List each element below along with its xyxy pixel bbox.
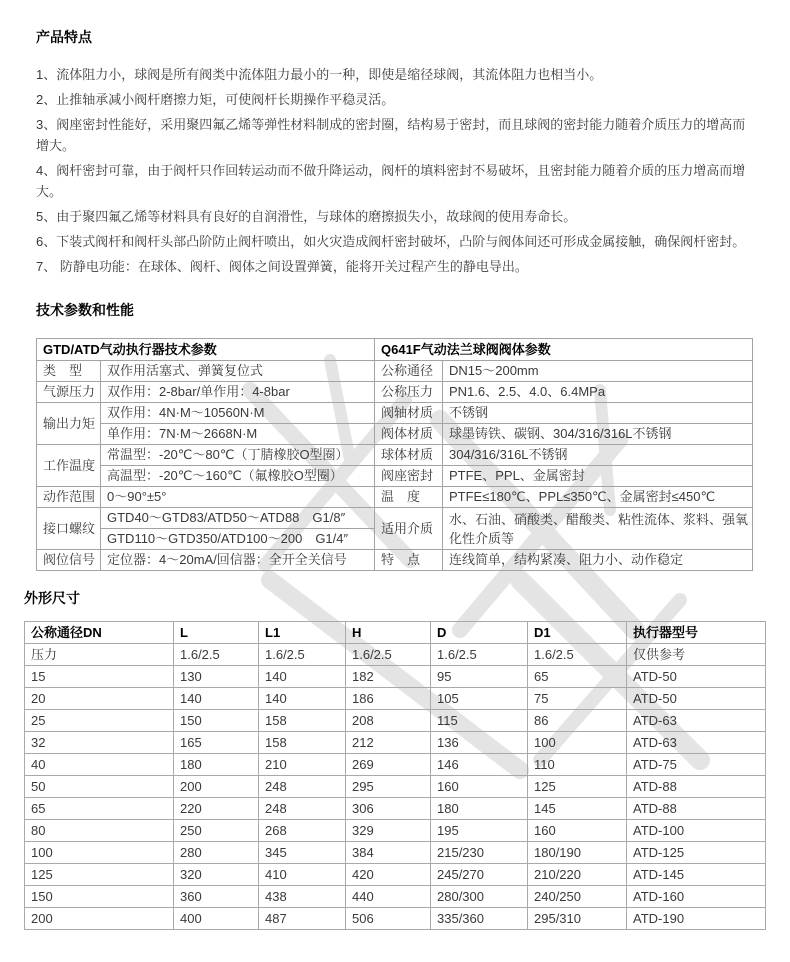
table-row <box>25 886 766 908</box>
table-cell: 158 <box>259 710 346 732</box>
table-cell: ATD-145 <box>627 864 766 886</box>
table-cell: 仅供参考 <box>627 644 766 666</box>
table-cell: ATD-63 <box>627 710 766 732</box>
feature-list <box>36 64 756 277</box>
media-label: 适用介质 <box>375 508 443 550</box>
pn-value: PN1.6、2.5、4.0、6.4MPa <box>443 382 753 403</box>
table-cell: 165 <box>174 732 259 754</box>
feature-item: 3、阀座密封性能好，采用聚四氟乙烯等弹性材料制成的密封圈，结构易于密封，而且球阀的密封能力随着介质压力的增高而增大。 <box>36 117 746 153</box>
table-row <box>25 688 766 710</box>
type-value: 双作用活塞式、弹簧复位式 <box>101 361 375 382</box>
table-row <box>37 339 753 361</box>
table-cell: ATD-190 <box>627 908 766 930</box>
table-cell: 335/360 <box>431 908 528 930</box>
point-value: 连线简单，结构紧凑、阻力小、动作稳定 <box>443 550 753 571</box>
table-row <box>25 644 766 666</box>
table-cell: 140 <box>259 688 346 710</box>
tech-title: 技术参数和性能 <box>36 302 134 318</box>
tech-right-header: Q641F气动法兰球阀阀体参数 <box>375 339 753 361</box>
table-cell: ATD-63 <box>627 732 766 754</box>
table-cell: 160 <box>528 820 627 842</box>
table-cell: 200 <box>25 908 174 930</box>
table-cell: 105 <box>431 688 528 710</box>
table-cell: 146 <box>431 754 528 776</box>
table-row <box>37 361 753 382</box>
table-cell: ATD-125 <box>627 842 766 864</box>
table-cell: 180 <box>174 754 259 776</box>
table-cell: 15 <box>25 666 174 688</box>
table-cell: 400 <box>174 908 259 930</box>
table-cell: 140 <box>259 666 346 688</box>
tech-table <box>36 338 753 571</box>
worktemp-high-value: 高温型：-20℃～160℃（氟橡胶O型圈） <box>101 466 375 487</box>
table-cell: 208 <box>346 710 431 732</box>
table-row <box>25 754 766 776</box>
table-cell: 100 <box>25 842 174 864</box>
table-cell: 32 <box>25 732 174 754</box>
dims-header-cell: H <box>346 622 431 644</box>
air-label: 气源压力 <box>37 382 101 403</box>
range-value: 0～90°±5° <box>101 487 375 508</box>
table-cell: 25 <box>25 710 174 732</box>
dn-label: 公称通径 <box>375 361 443 382</box>
table-cell: 65 <box>528 666 627 688</box>
feature-item: 5、由于聚四氟乙烯等材料具有良好的自润滑性，与球体的磨擦损失小，故球阀的使用寿命长。 <box>36 209 577 224</box>
table-cell: 180 <box>431 798 528 820</box>
feature-item: 2、止推轴承减小阀杆磨擦力矩，可使阀杆长期操作平稳灵活。 <box>36 92 395 107</box>
shaft-label: 阀轴材质 <box>375 403 443 424</box>
table-row <box>25 820 766 842</box>
table-cell: ATD-88 <box>627 798 766 820</box>
dims-header-cell: 公称通径DN <box>25 622 174 644</box>
table-cell: 100 <box>528 732 627 754</box>
tech-section <box>36 301 790 571</box>
air-value: 双作用：2-8bar/单作用：4-8bar <box>101 382 375 403</box>
table-cell: 1.6/2.5 <box>259 644 346 666</box>
dims-section <box>24 589 790 930</box>
table-cell: 360 <box>174 886 259 908</box>
feature-item: 1、流体阻力小，球阀是所有阀类中流体阻力最小的一种，即使是缩径球阀，其流体阻力也相当小。 <box>36 67 603 82</box>
table-cell: 75 <box>528 688 627 710</box>
signal-label: 阀位信号 <box>37 550 101 571</box>
table-cell: 420 <box>346 864 431 886</box>
table-cell: 268 <box>259 820 346 842</box>
dims-header-cell: D1 <box>528 622 627 644</box>
table-cell: 150 <box>25 886 174 908</box>
table-cell: 130 <box>174 666 259 688</box>
worktemp-normal-value: 常温型：-20℃～80℃（丁腈橡胶O型圈） <box>101 445 375 466</box>
temp-label: 温 度 <box>375 487 443 508</box>
table-cell: 280 <box>174 842 259 864</box>
table-cell: 295/310 <box>528 908 627 930</box>
table-cell: 186 <box>346 688 431 710</box>
body-value: 球墨铸铁、碳钢、304/316/316L不锈钢 <box>443 424 753 445</box>
dims-header-cell: D <box>431 622 528 644</box>
dn-value: DN15～200mm <box>443 361 753 382</box>
table-row <box>37 403 753 424</box>
range-label: 动作范围 <box>37 487 101 508</box>
table-cell: ATD-160 <box>627 886 766 908</box>
table-row <box>25 864 766 886</box>
table-row <box>37 508 753 529</box>
table-cell: 125 <box>25 864 174 886</box>
table-cell: 136 <box>431 732 528 754</box>
table-row <box>25 732 766 754</box>
torque-label: 输出力矩 <box>37 403 101 445</box>
point-label: 特 点 <box>375 550 443 571</box>
table-cell: 248 <box>259 798 346 820</box>
table-cell: 1.6/2.5 <box>431 644 528 666</box>
table-cell: 145 <box>528 798 627 820</box>
table-cell: 210 <box>259 754 346 776</box>
table-cell: 160 <box>431 776 528 798</box>
table-cell: ATD-88 <box>627 776 766 798</box>
table-cell: ATD-50 <box>627 688 766 710</box>
table-cell: 306 <box>346 798 431 820</box>
table-cell: 140 <box>174 688 259 710</box>
table-cell: 210/220 <box>528 864 627 886</box>
ball-label: 球体材质 <box>375 445 443 466</box>
table-row <box>25 710 766 732</box>
dims-header-row <box>25 622 766 644</box>
dims-table <box>24 621 766 930</box>
table-cell: 212 <box>346 732 431 754</box>
table-row <box>37 445 753 466</box>
table-cell: 1.6/2.5 <box>174 644 259 666</box>
dims-title: 外形尺寸 <box>24 590 80 606</box>
table-cell: 215/230 <box>431 842 528 864</box>
table-cell: 115 <box>431 710 528 732</box>
table-cell: 506 <box>346 908 431 930</box>
table-cell: 440 <box>346 886 431 908</box>
table-cell: 329 <box>346 820 431 842</box>
table-cell: 158 <box>259 732 346 754</box>
features-title: 产品特点 <box>36 29 92 45</box>
table-cell: 40 <box>25 754 174 776</box>
table-cell: 320 <box>174 864 259 886</box>
table-cell: 65 <box>25 798 174 820</box>
tech-left-header: GTD/ATD气动执行器技术参数 <box>37 339 375 361</box>
table-cell: 182 <box>346 666 431 688</box>
thread-large-value: GTD110～GTD350/ATD100～200 G1/4″ <box>101 529 375 550</box>
table-cell: 240/250 <box>528 886 627 908</box>
table-row <box>25 908 766 930</box>
worktemp-label: 工作温度 <box>37 445 101 487</box>
thread-label: 接口螺纹 <box>37 508 101 550</box>
table-cell: 110 <box>528 754 627 776</box>
torque-double-value: 双作用：4N·M～10560N·M <box>101 403 375 424</box>
table-cell: ATD-75 <box>627 754 766 776</box>
table-row <box>37 466 753 487</box>
table-cell: 295 <box>346 776 431 798</box>
torque-single-value: 单作用：7N·M～2668N·M <box>101 424 375 445</box>
table-cell: 410 <box>259 864 346 886</box>
dims-header-cell: L <box>174 622 259 644</box>
table-row <box>37 424 753 445</box>
seat-label: 阀座密封 <box>375 466 443 487</box>
table-cell: 384 <box>346 842 431 864</box>
table-cell: 压力 <box>25 644 174 666</box>
media-value: 水、石油、硝酸类、醋酸类、粘性流体、浆料、强氧化性介质等 <box>443 508 753 550</box>
pn-label: 公称压力 <box>375 382 443 403</box>
table-cell: 125 <box>528 776 627 798</box>
table-row <box>25 666 766 688</box>
temp-value: PTFE≤180℃、PPL≤350℃、金属密封≤450℃ <box>443 487 753 508</box>
dims-header-cell: 执行器型号 <box>627 622 766 644</box>
table-cell: 438 <box>259 886 346 908</box>
feature-item: 7、 防静电功能：在球体、阀杆、阀体之间设置弹簧，能将开关过程产生的静电导出。 <box>36 259 528 274</box>
table-cell: 1.6/2.5 <box>528 644 627 666</box>
table-cell: 50 <box>25 776 174 798</box>
table-cell: 220 <box>174 798 259 820</box>
table-row <box>37 487 753 508</box>
feature-item: 6、下装式阀杆和阀杆头部凸阶防止阀杆喷出，如火灾造成阀杆密封破坏，凸阶与阀体间还可形成金属接触，确保阀杆密封。 <box>36 234 746 249</box>
ball-value: 304/316/316L不锈钢 <box>443 445 753 466</box>
table-cell: 345 <box>259 842 346 864</box>
table-row <box>25 798 766 820</box>
table-cell: 150 <box>174 710 259 732</box>
table-cell: 250 <box>174 820 259 842</box>
seat-value: PTFE、PPL、金属密封 <box>443 466 753 487</box>
table-cell: 1.6/2.5 <box>346 644 431 666</box>
body-label: 阀体材质 <box>375 424 443 445</box>
table-cell: 95 <box>431 666 528 688</box>
table-cell: 269 <box>346 754 431 776</box>
table-cell: 487 <box>259 908 346 930</box>
table-cell: 195 <box>431 820 528 842</box>
feature-item: 4、阀杆密封可靠，由于阀杆只作回转运动而不做升降运动，阀杆的填料密封不易破坏，且密封能力随着介质的压力增高而增大。 <box>36 163 746 199</box>
shaft-value: 不锈钢 <box>443 403 753 424</box>
table-cell: 280/300 <box>431 886 528 908</box>
table-cell: ATD-50 <box>627 666 766 688</box>
dims-table-body <box>25 644 766 930</box>
table-cell: 200 <box>174 776 259 798</box>
table-row <box>25 842 766 864</box>
table-cell: 80 <box>25 820 174 842</box>
signal-value: 定位器：4～20mA/回信器：全开全关信号 <box>101 550 375 571</box>
table-cell: 245/270 <box>431 864 528 886</box>
table-row <box>25 776 766 798</box>
table-row <box>37 550 753 571</box>
thread-small-value: GTD40～GTD83/ATD50～ATD88 G1/8″ <box>101 508 375 529</box>
table-cell: 20 <box>25 688 174 710</box>
table-cell: 248 <box>259 776 346 798</box>
features-section <box>0 0 790 277</box>
type-label: 类 型 <box>37 361 101 382</box>
table-cell: ATD-100 <box>627 820 766 842</box>
dims-header-cell: L1 <box>259 622 346 644</box>
table-cell: 180/190 <box>528 842 627 864</box>
table-cell: 86 <box>528 710 627 732</box>
table-row <box>37 382 753 403</box>
